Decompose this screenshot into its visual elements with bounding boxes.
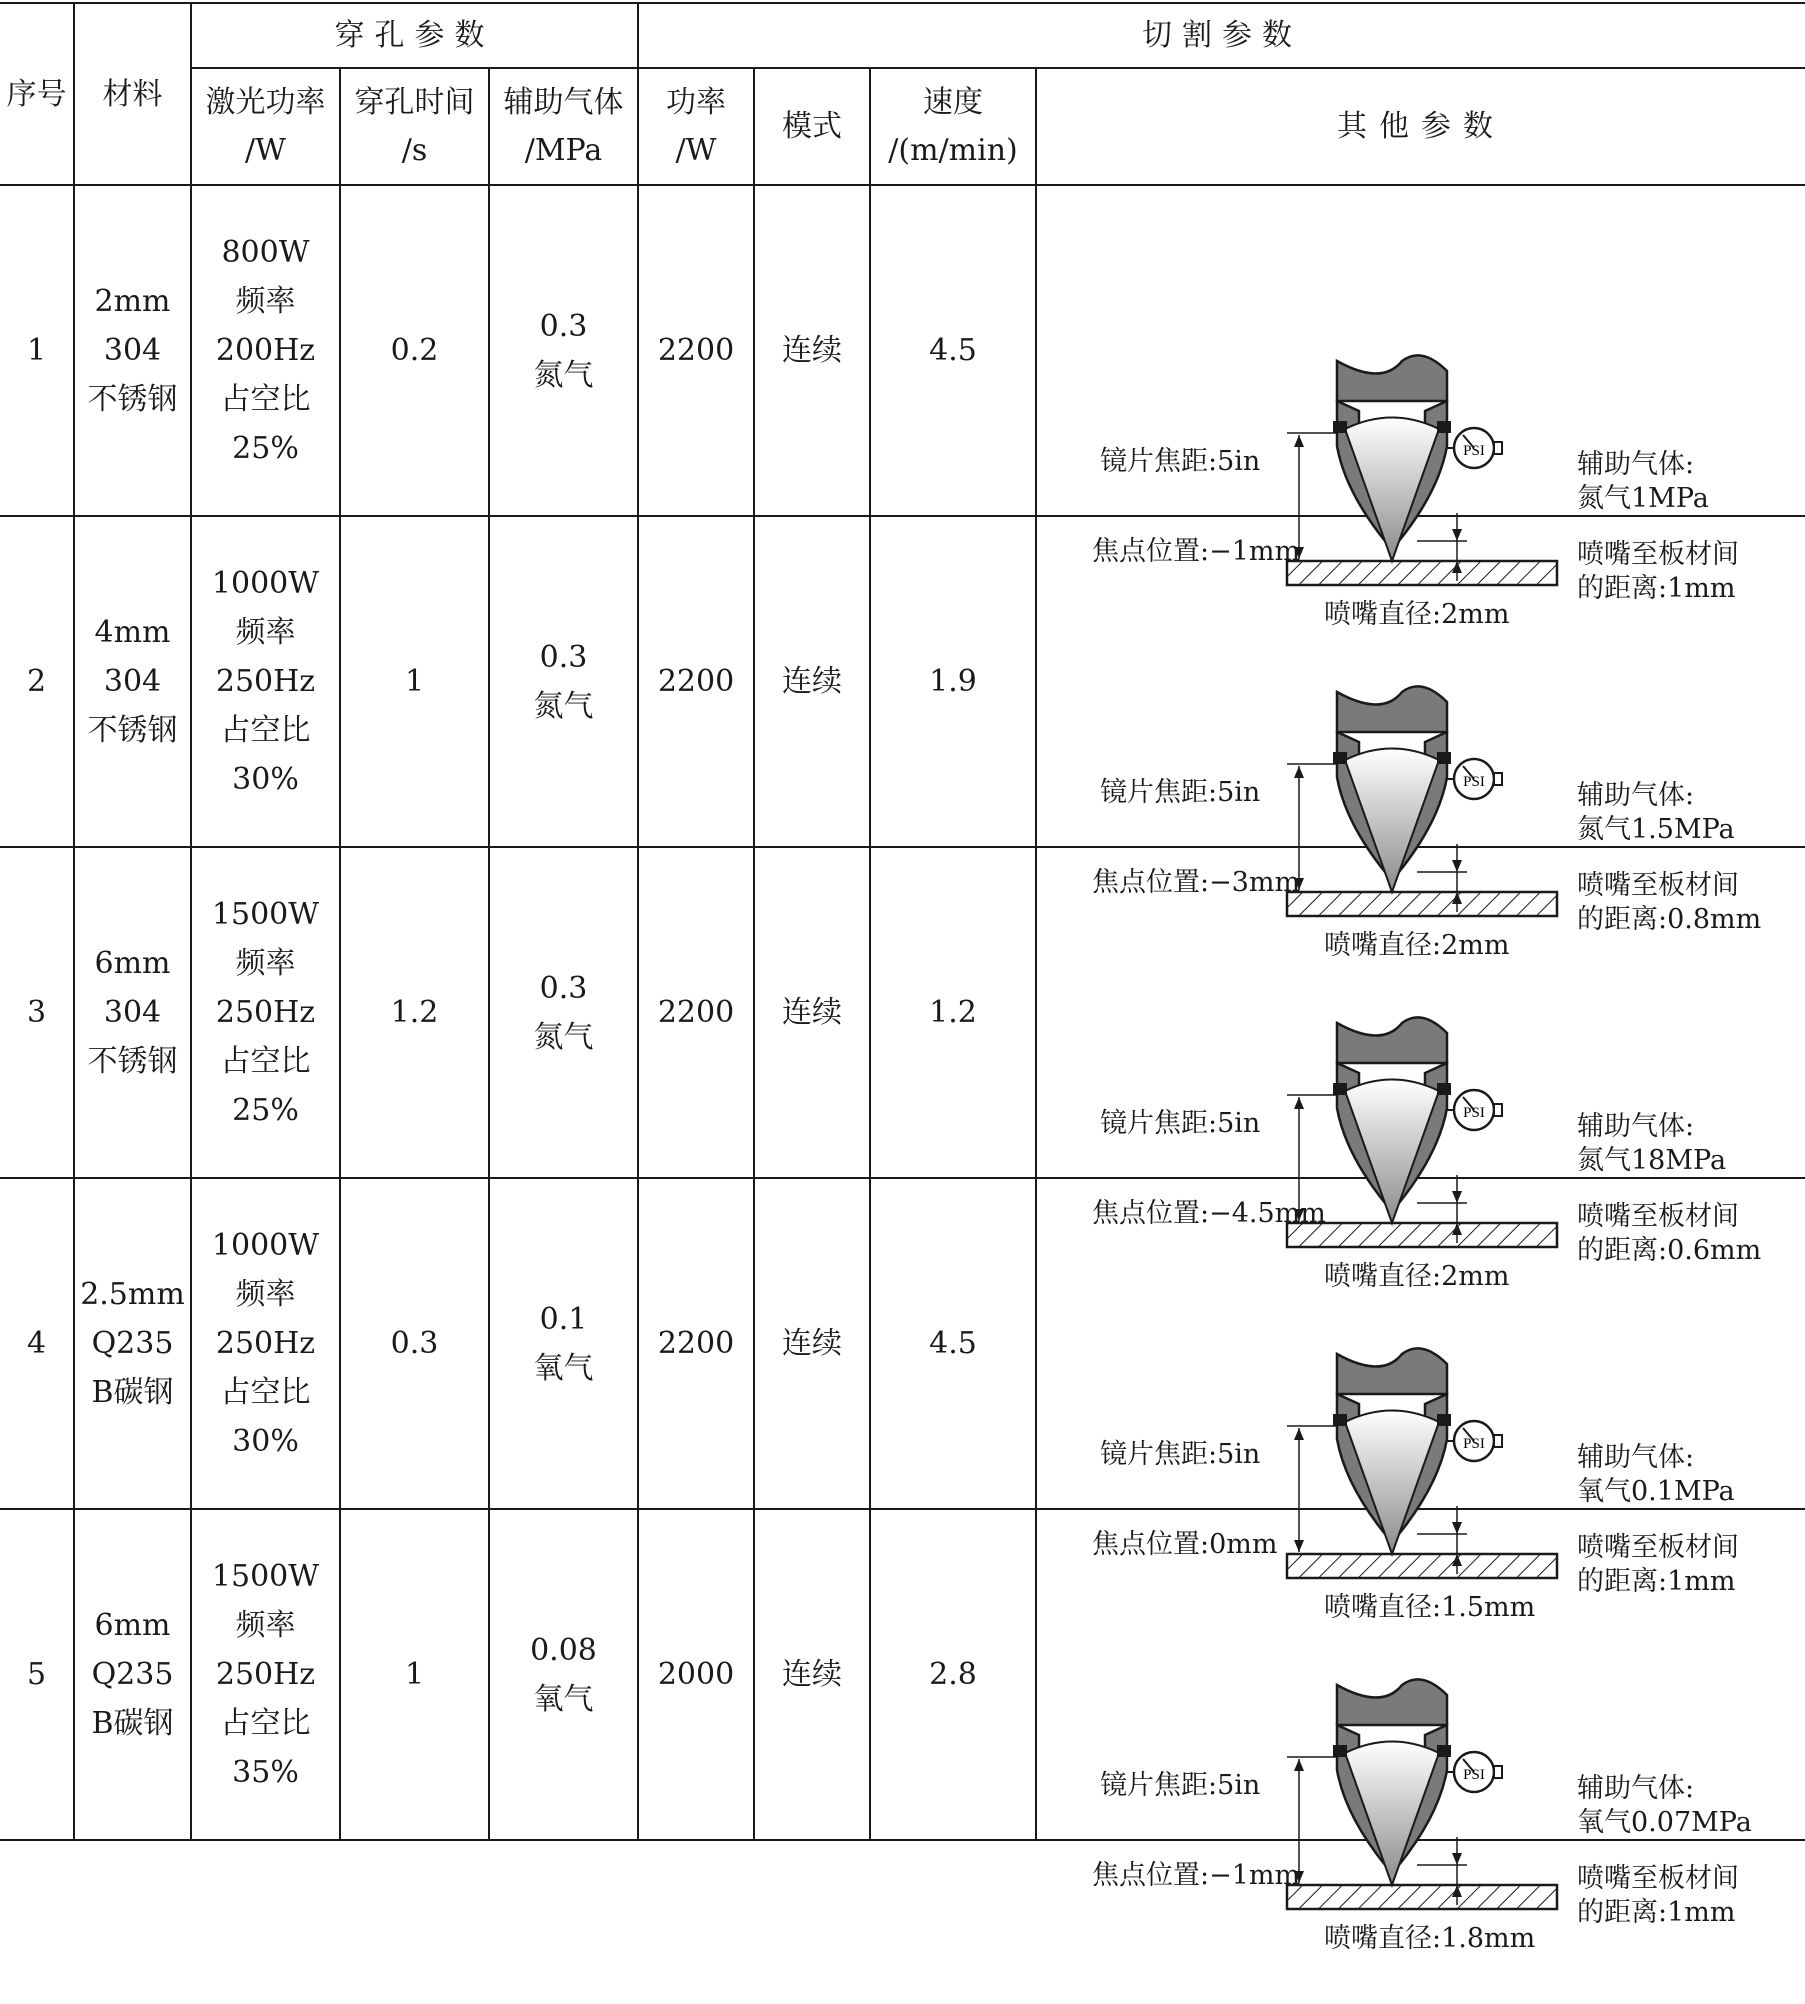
focus-position-label: 焦点位置:−4.5mm: [1092, 1197, 1326, 1229]
cell-line: 不锈钢: [87, 1044, 178, 1079]
cell-line: 频率: [235, 1608, 296, 1643]
standoff-value: 的距离:0.8mm: [1577, 903, 1762, 935]
assist-gas-title: 辅助气体:: [1577, 779, 1695, 811]
cell-mode: 连续: [754, 516, 870, 847]
nozzle-diameter-label: 喷嘴直径:2mm: [1324, 598, 1510, 630]
gauge-label: PSI: [1463, 773, 1485, 790]
workpiece-plate: [1287, 1223, 1557, 1247]
cell-line: B碳钢: [91, 1375, 174, 1410]
cell-line: 频率: [235, 284, 296, 319]
focal-length-label: 镜片焦距:5in: [1100, 1438, 1261, 1470]
cell-speed: 1.9: [870, 516, 1036, 847]
cell-line: 占空比: [220, 1375, 311, 1410]
cell-speed: 4.5: [870, 1178, 1036, 1509]
cell-power: 2200: [638, 1178, 754, 1509]
cell-line: 氧气: [533, 1681, 594, 1717]
assist-gas-title: 辅助气体:: [1577, 448, 1695, 480]
cell-line: 1500W: [211, 1559, 320, 1594]
nozzle-body: [1333, 686, 1451, 892]
table-row: [0, 185, 1805, 516]
assist-gas-value: 氮气18MPa: [1577, 1144, 1727, 1176]
cell-line: 30%: [232, 762, 299, 797]
cell-laser-power: [191, 185, 340, 516]
cell-material: [74, 1178, 191, 1509]
cell-line: 0.3: [539, 308, 588, 344]
cell-line: 不锈钢: [87, 382, 178, 417]
cell-line: 1000W: [211, 1228, 320, 1263]
cell-line: 氮气: [533, 688, 594, 724]
focus-position-label: 焦点位置:0mm: [1092, 1528, 1278, 1560]
header-material: 材料: [74, 3, 191, 185]
cell-line: 250Hz: [215, 1657, 316, 1692]
workpiece-plate: [1287, 1885, 1557, 1909]
cell-nozzle-diagram: [1036, 185, 1805, 630]
cell-line: 0.08: [530, 1632, 597, 1668]
cell-line: 不锈钢: [87, 713, 178, 748]
cell-line: 氮气: [533, 357, 594, 393]
cell-line: 2.5mm: [80, 1277, 185, 1312]
cell-line: 304: [103, 664, 162, 699]
cell-line: 25%: [232, 431, 299, 466]
cell-power: 2200: [638, 516, 754, 847]
header-pierce-time: 穿孔时间 /s: [340, 68, 489, 185]
assist-gas-value: 氧气0.1MPa: [1577, 1475, 1735, 1507]
cell-assist-gas: [489, 185, 638, 516]
cell-pierce-time: 1: [340, 516, 489, 847]
header-pierce-group: 穿孔参数: [191, 3, 638, 68]
cell-line: 200Hz: [215, 333, 316, 368]
assist-gas-title: 辅助气体:: [1577, 1441, 1695, 1473]
focal-length-label: 镜片焦距:5in: [1100, 776, 1261, 808]
gauge-label: PSI: [1463, 1104, 1485, 1121]
cell-material: [74, 847, 191, 1178]
cell-assist-gas: [489, 847, 638, 1178]
cell-pierce-time: 1: [340, 1509, 489, 1840]
cell-assist-gas: [489, 516, 638, 847]
assist-gas-value: 氮气1.5MPa: [1577, 813, 1735, 845]
cell-line: 4mm: [94, 615, 171, 650]
cell-mode: 连续: [754, 185, 870, 516]
assist-gas-value: 氮气1MPa: [1577, 482, 1709, 514]
assist-gas-value: 氧气0.07MPa: [1577, 1806, 1752, 1838]
cell-assist-gas: [489, 1509, 638, 1840]
standoff-title: 喷嘴至板材间: [1577, 1862, 1739, 1894]
cell-line: 占空比: [220, 713, 311, 748]
nozzle-body: [1333, 355, 1451, 561]
nozzle-body: [1333, 1017, 1451, 1223]
standoff-title: 喷嘴至板材间: [1577, 1531, 1739, 1563]
cell-line: 25%: [232, 1093, 299, 1128]
cell-speed: 4.5: [870, 185, 1036, 516]
cell-material: [74, 1509, 191, 1840]
cell-line: 6mm: [94, 946, 171, 981]
cell-laser-power: [191, 516, 340, 847]
header-seq: 序号: [0, 3, 74, 185]
header-mode: 模式: [754, 68, 870, 185]
cell-line: 2mm: [94, 284, 171, 319]
assist-gas-title: 辅助气体:: [1577, 1110, 1695, 1142]
nozzle-body: [1333, 1348, 1451, 1554]
cell-pierce-time: 0.3: [340, 1178, 489, 1509]
cell-laser-power: [191, 847, 340, 1178]
cell-line: 0.3: [539, 970, 588, 1006]
cell-line: 0.3: [539, 639, 588, 675]
header-cut-group: 切割参数: [638, 3, 1805, 68]
cell-line: 1500W: [211, 897, 320, 932]
cell-line: 0.1: [539, 1301, 588, 1337]
cell-line: 占空比: [220, 382, 311, 417]
cell-seq: 1: [0, 185, 74, 516]
cell-line: 频率: [235, 615, 296, 650]
cell-line: 氧气: [533, 1350, 594, 1386]
cell-line: 304: [103, 995, 162, 1030]
cell-line: 30%: [232, 1424, 299, 1459]
standoff-value: 的距离:1mm: [1577, 1565, 1736, 1597]
cell-line: 频率: [235, 946, 296, 981]
standoff-title: 喷嘴至板材间: [1577, 1200, 1739, 1232]
nozzle-body: [1333, 1679, 1451, 1885]
gauge-label: PSI: [1463, 1435, 1485, 1452]
cell-seq: 5: [0, 1509, 74, 1840]
header-speed: 速度 /(m/min): [870, 68, 1036, 185]
cell-assist-gas: [489, 1178, 638, 1509]
cell-seq: 4: [0, 1178, 74, 1509]
cell-line: Q235: [91, 1657, 174, 1692]
cell-speed: 2.8: [870, 1509, 1036, 1840]
focus-position-label: 焦点位置:−3mm: [1092, 866, 1301, 898]
nozzle-diameter-label: 喷嘴直径:2mm: [1324, 929, 1510, 961]
cell-mode: 连续: [754, 847, 870, 1178]
standoff-value: 的距离:0.6mm: [1577, 1234, 1762, 1266]
parameter-table: [0, 2, 1805, 1954]
nozzle-diameter-label: 喷嘴直径:1.5mm: [1324, 1591, 1536, 1623]
cell-line: 800W: [221, 235, 310, 270]
header-assist-gas: 辅助气体 /MPa: [489, 68, 638, 185]
cell-seq: 3: [0, 847, 74, 1178]
gauge-label: PSI: [1463, 442, 1485, 459]
header-other-params: 其他参数: [1036, 68, 1805, 185]
cell-mode: 连续: [754, 1178, 870, 1509]
cell-line: 氮气: [533, 1019, 594, 1055]
cell-power: 2000: [638, 1509, 754, 1840]
cell-line: Q235: [91, 1326, 174, 1361]
cell-line: 250Hz: [215, 664, 316, 699]
workpiece-plate: [1287, 892, 1557, 916]
cell-line: 频率: [235, 1277, 296, 1312]
header-laser-power: 激光功率 /W: [191, 68, 340, 185]
focal-length-label: 镜片焦距:5in: [1100, 445, 1261, 477]
focus-position-label: 焦点位置:−1mm: [1092, 1859, 1301, 1891]
assist-gas-title: 辅助气体:: [1577, 1772, 1695, 1804]
cell-laser-power: [191, 1509, 340, 1840]
cell-speed: 1.2: [870, 847, 1036, 1178]
cell-material: [74, 185, 191, 516]
workpiece-plate: [1287, 1554, 1557, 1578]
cell-line: 占空比: [220, 1044, 311, 1079]
cell-material: [74, 516, 191, 847]
standoff-value: 的距离:1mm: [1577, 572, 1736, 604]
standoff-title: 喷嘴至板材间: [1577, 869, 1739, 901]
gauge-label: PSI: [1463, 1766, 1485, 1783]
cell-mode: 连续: [754, 1509, 870, 1840]
cell-line: 304: [103, 333, 162, 368]
workpiece-plate: [1287, 561, 1557, 585]
cell-pierce-time: 0.2: [340, 185, 489, 516]
focus-position-label: 焦点位置:−1mm: [1092, 535, 1301, 567]
header-power: 功率 /W: [638, 68, 754, 185]
nozzle-diameter-label: 喷嘴直径:1.8mm: [1324, 1922, 1536, 1954]
cell-line: 35%: [232, 1755, 299, 1790]
cell-line: 占空比: [220, 1706, 311, 1741]
cell-laser-power: [191, 1178, 340, 1509]
nozzle-diameter-label: 喷嘴直径:2mm: [1324, 1260, 1510, 1292]
cell-line: B碳钢: [91, 1706, 174, 1741]
cell-seq: 2: [0, 516, 74, 847]
cell-power: 2200: [638, 847, 754, 1178]
cell-pierce-time: 1.2: [340, 847, 489, 1178]
cell-power: 2200: [638, 185, 754, 516]
focal-length-label: 镜片焦距:5in: [1100, 1107, 1261, 1139]
cell-line: 250Hz: [215, 1326, 316, 1361]
cell-line: 6mm: [94, 1608, 171, 1643]
standoff-value: 的距离:1mm: [1577, 1896, 1736, 1928]
standoff-title: 喷嘴至板材间: [1577, 538, 1739, 570]
focal-length-label: 镜片焦距:5in: [1100, 1769, 1261, 1801]
cell-line: 1000W: [211, 566, 320, 601]
cell-line: 250Hz: [215, 995, 316, 1030]
